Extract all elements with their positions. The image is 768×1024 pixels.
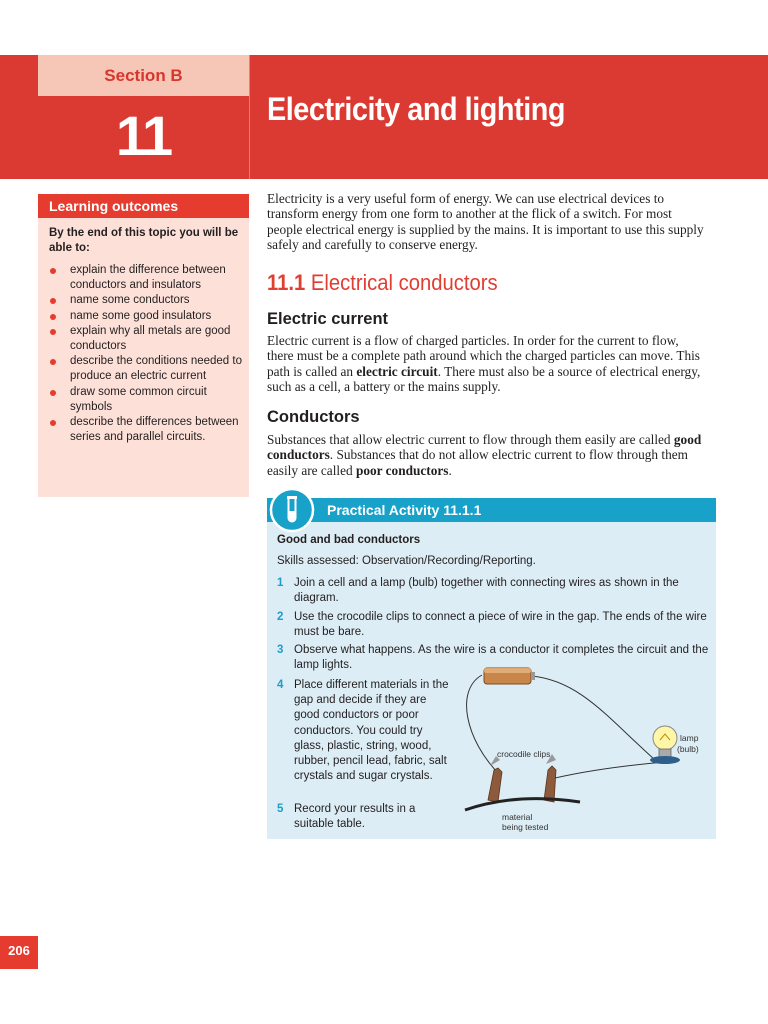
electric-current-heading: Electric current (267, 310, 389, 328)
section-heading (267, 270, 498, 296)
key-term: electric circuit (356, 363, 438, 379)
learning-outcome-item: name some conductors (49, 293, 244, 308)
step-text: Record your results in a suitable table. (294, 803, 416, 831)
learning-outcome-item: explain why all metals are good conductors (49, 324, 244, 354)
lamp-icon (650, 726, 680, 764)
learning-outcomes-title: Learning outcomes (49, 198, 179, 214)
step-text: Observe what happens. As the wire is a conductor it completes the circuit and the lamp lights. (294, 644, 709, 672)
header-divider (249, 55, 250, 179)
learning-outcome-item: describe the conditions needed to produce an electric current (49, 354, 244, 384)
lamp-label: lamp (680, 733, 699, 743)
paragraph-text: Electric current is a flow of charged particles. In order for the current to flow, there must be a complete path around which the charged particles can move. This path is called an (267, 333, 700, 379)
step-number: 4 (277, 679, 284, 691)
electric-current-paragraph (267, 333, 707, 395)
practical-activity-title: Practical Activity 11.1.1 (327, 502, 482, 518)
section-title: Electrical conductors (310, 270, 498, 295)
material-label: being tested (502, 822, 549, 832)
learning-outcome-item: describe the differences between series and parallel circuits. (49, 415, 244, 445)
step-number: 1 (277, 577, 284, 589)
crocodile-clip-icon (544, 754, 556, 802)
key-term: good conductors (267, 432, 702, 463)
section-label: Section B (104, 66, 183, 85)
crocodile-clip-icon (488, 756, 502, 802)
page-number: 206 (8, 943, 30, 958)
paragraph-text: . (448, 462, 452, 478)
paragraph-text: . There must also be a source of electrical energy, such as a cell, a battery or the mains supply. (267, 363, 701, 395)
learning-outcome-item: explain the difference between conductors and insulators (49, 263, 244, 293)
bulb-label: (bulb) (677, 744, 699, 754)
paragraph-text: . Substances that do not allow electric current to flow through them easily are called (267, 447, 688, 478)
material-label: material (502, 812, 533, 822)
chapter-title: Electricity and lighting (267, 91, 566, 127)
cell-icon (484, 668, 535, 684)
test-tube-icon (269, 487, 315, 533)
activity-subtitle: Good and bad conductors (277, 534, 421, 546)
step-number: 5 (277, 803, 284, 815)
key-term: poor conductors (355, 462, 449, 478)
conductors-heading: Conductors (267, 408, 360, 426)
intro-paragraph: Electricity is a very useful form of energy. We can use electrical devices to transform energy from one form to another at the flick of a switch. For most people electrical energy is supplied by the mains. It is important to use this supply safely and carefully to conserve energy. (267, 191, 704, 253)
learning-outcomes-intro: By the end of this topic you will be able to: (49, 227, 239, 254)
chapter-number: 11 (115, 104, 172, 167)
learning-outcome-item: name some good insulators (49, 309, 244, 324)
conductors-paragraph (267, 432, 722, 478)
paragraph-text: Substances that allow electric current to flow through them easily are called (267, 432, 674, 447)
step-number: 2 (277, 611, 284, 623)
step-number: 3 (277, 644, 284, 656)
crocodile-clips-label: crocodile clips (497, 749, 551, 759)
step-text: Join a cell and a lamp (bulb) together with connecting wires as shown in the diagram. (294, 577, 679, 605)
material-sample (465, 799, 580, 810)
activity-skills: Skills assessed: Observation/Recording/Reporting. (277, 555, 536, 567)
connecting-wires (467, 675, 665, 778)
step-text: Use the crocodile clips to connect a piece of wire in the gap. The ends of the wire must be bare. (294, 611, 707, 639)
section-number: 11.1 (267, 270, 306, 295)
step-text: Place different materials in the gap and decide if they are good conductors or poor conductors. You could try glass, plastic, string, wood, rubber, pencil lead, fabric, salt crystals and sugar crystals. (294, 679, 449, 783)
learning-outcomes-list (49, 263, 244, 445)
learning-outcome-item: draw some common circuit symbols (49, 385, 244, 415)
